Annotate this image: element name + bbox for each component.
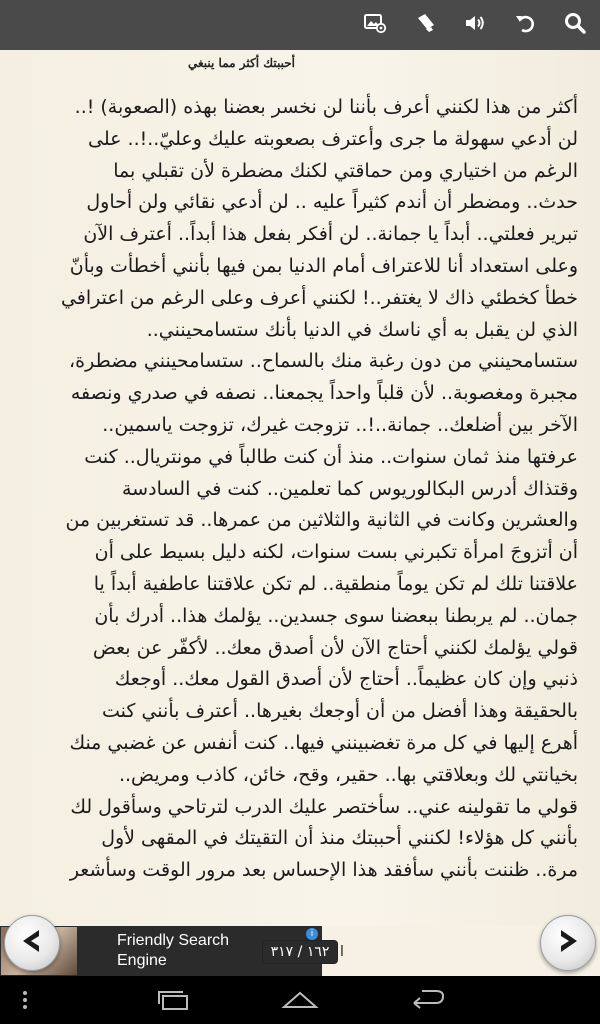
text-line: أن أتزوجَ امرأة تكبرني بست سنوات، لكنه دليل بسيط على أن <box>94 541 578 564</box>
text-line: تبرير فعلتي.. أبداً يا جمانة.. لن أفكر بفعل هذا أبداً.. أعترف الآن <box>83 223 578 246</box>
read-aloud-button[interactable] <box>450 0 500 50</box>
system-navigation-bar <box>0 976 600 1024</box>
page-position-tick: l <box>340 944 344 960</box>
text-line: وقتذاك أدرس البكالوريوس كما تعلمين.. كنت في السادسة <box>122 477 578 500</box>
text-line: بأنني كل هؤلاء! لكنني أحببتك منذ أن التقيتك في المقهى لأول <box>101 827 578 850</box>
text-line: قولي ما تقولينه عني.. سأختصر عليك الدرب لترتاحي وسأقول لك <box>70 795 578 818</box>
highlighter-icon <box>413 11 437 39</box>
text-line: والعشرين وكانت في الثانية والثلاثين من عمرها.. قد تستغربين من <box>65 509 578 532</box>
text-line: ستسامحينني من دون رغبة منك بالسماح.. ستسامحينني مضطرة، <box>69 350 578 373</box>
speaker-icon <box>463 11 487 39</box>
arrow-left-icon <box>17 926 47 960</box>
search-icon <box>563 11 587 39</box>
previous-page-button[interactable] <box>4 915 60 971</box>
page-text <box>22 92 578 887</box>
recent-apps-button[interactable] <box>145 976 201 1024</box>
text-line: علاقتنا تلك لم تكن يوماً منطقية.. لم تكن علاقتنا عاطفية أبداً يا <box>93 572 578 595</box>
highlight-button[interactable] <box>400 0 450 50</box>
text-line: مجبرة ومغصوبة.. لأن قلباً واحداً يجمعنا.. نصفه في صدري ونصفه <box>70 382 578 405</box>
text-line: الآخر بين أضلعك.. جمانة..!.. تزوجت غيرك، تزوجت ياسمين.. <box>102 413 578 436</box>
text-line: قولي يؤلمك لكنني أحتاج الآن لأن أصدق معك.. لأكفّر عن بعض <box>92 636 578 659</box>
text-line: جمان.. لم يربطنا ببعضنا سوى جسدين.. يؤلمك هذا.. أدرك بأن <box>94 604 578 627</box>
text-line: بالحقيقة وهذا أفضل من أن أوجعك بغيرها.. أعترف بأنني كنت <box>101 700 578 723</box>
recent-apps-icon <box>156 989 190 1011</box>
text-line: بخيانتي لك وبعلاقتي بها.. حقير، وقح، خائن، كاذب ومريض.. <box>118 763 578 786</box>
ad-info-icon[interactable]: i <box>306 928 318 940</box>
undo-button[interactable] <box>500 0 550 50</box>
reader-toolbar <box>0 0 600 50</box>
menu-dots-icon <box>22 990 28 1010</box>
back-button[interactable] <box>400 976 456 1024</box>
undo-icon <box>513 11 537 39</box>
page-number-indicator[interactable]: ١٦٢ / ٣١٧ <box>262 940 338 964</box>
back-icon <box>410 989 446 1011</box>
text-line: حدث.. ومضطر أن أندم كثيراً عليه .. لن أدعي نقائي ولن أحاول <box>86 191 578 214</box>
image-settings-icon <box>363 11 387 39</box>
text-line: وعلى استعداد أنا للاعتراف أمام الدنيا بمن فيها بأنني أخطأت وبأنّ <box>69 254 578 277</box>
text-line: مرة.. ظننت بأنني سأفقد هذا الإحساس بعد مرور الوقت وسأشعر <box>69 859 578 882</box>
search-button[interactable] <box>550 0 600 50</box>
text-line: لن أدعي سهولة ما جرى وأعترف بصعوبته عليك وعليّ..!.. على <box>88 127 578 150</box>
arrow-right-icon <box>553 926 583 960</box>
running-head: أحببتك أكثر مما ينبغي <box>188 56 295 70</box>
text-line: أهرع إليها في كل مرة تغضبينني فيها.. كنت أنفس عن غضبي منك <box>69 731 578 754</box>
text-line: عرفتها منذ ثمان سنوات.. منذ أن كنت طالباً في مونتريال.. كنت <box>84 445 578 468</box>
next-page-button[interactable] <box>540 915 596 971</box>
text-line: خطأ كخطئي ذاك لا يغتفر..! لكنني أعرف وعلى الرغم من اعترافي <box>60 286 578 309</box>
home-button[interactable] <box>272 976 328 1024</box>
ad-text: Friendly Search Engine <box>117 932 230 969</box>
text-line: الرغم من اختياري ومن حماقتي لكنك مضطرة لأن تقبلي بما <box>113 159 578 182</box>
menu-button[interactable] <box>10 976 40 1024</box>
text-line: ذنبي وإن كان عظيماً.. أحتاج لأن أصدق القول معك.. أوجعك <box>114 668 578 691</box>
book-page[interactable] <box>0 50 600 926</box>
home-icon <box>281 989 319 1011</box>
text-line: الذي لن يقبل به أي ناسك في الدنيا بأنك ستسامحينني.. <box>146 318 578 341</box>
image-settings-button[interactable] <box>350 0 400 50</box>
text-line: أكثر من هذا لكنني أعرف بأننا لن نخسر بعضنا بهذه (الصعوبة) !.. <box>74 96 578 118</box>
